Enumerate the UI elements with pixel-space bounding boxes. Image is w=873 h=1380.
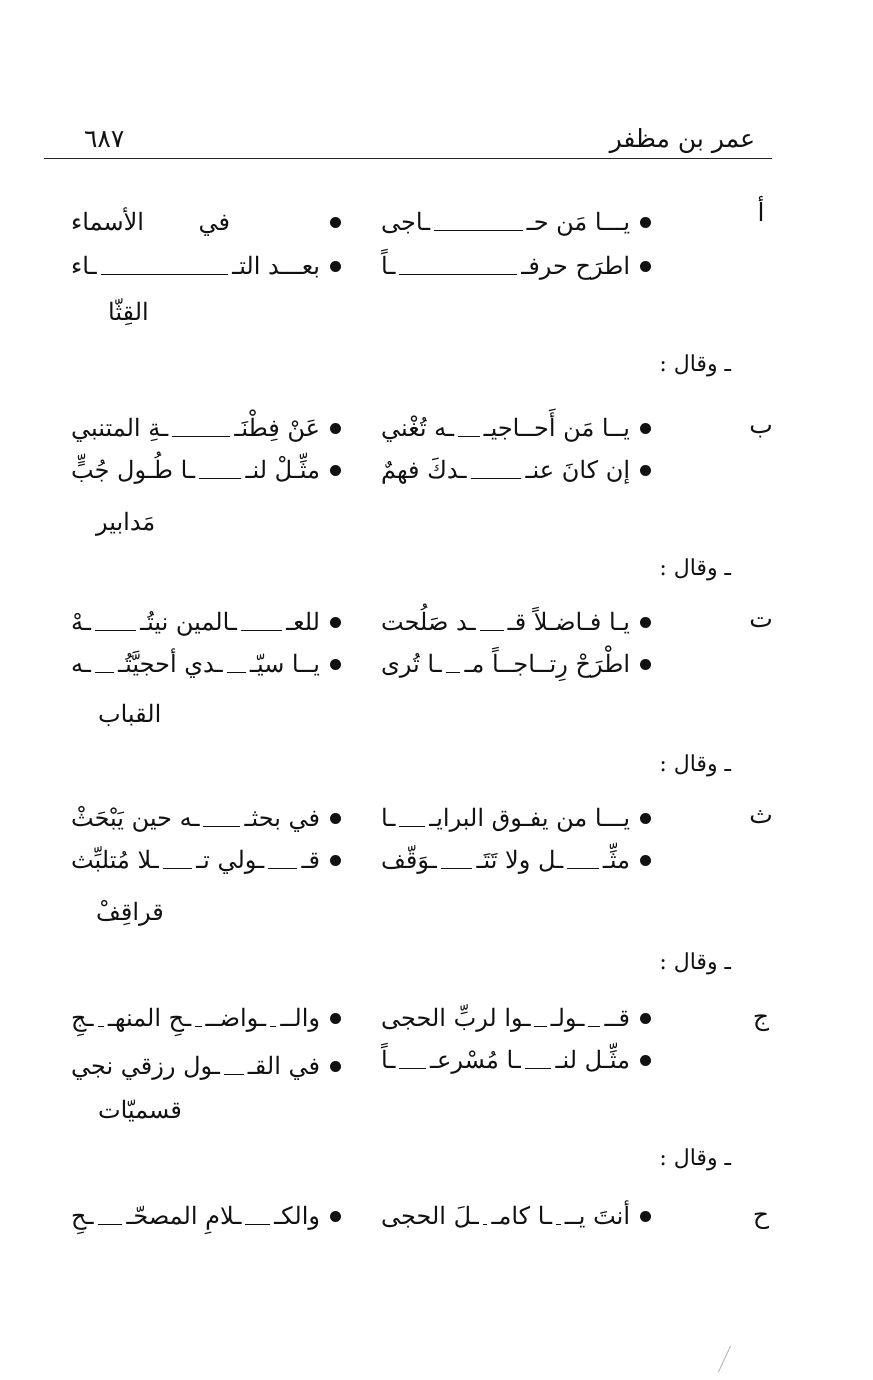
kashida-stretch: [441, 868, 473, 869]
kashida-stretch: [101, 274, 229, 275]
verse-segment: ـهْ: [71, 608, 91, 636]
bullet-icon: [330, 855, 341, 866]
verse-segment: ـولـ: [550, 1004, 585, 1032]
verse-line: [71, 408, 341, 448]
kashida-stretch: [95, 630, 136, 631]
kashida-stretch: [483, 1224, 488, 1225]
verse-line: [71, 450, 341, 490]
kashida-stretch: [270, 1026, 276, 1027]
verse-line: [381, 1040, 651, 1080]
said-heading: ـ وقال :: [659, 556, 731, 581]
bullet-icon: [330, 1061, 341, 1072]
verse-segment: ـه حين يَبْحَثْ: [71, 804, 200, 832]
kashida-stretch: [227, 672, 246, 673]
running-header-author: عمر بن مظفر: [609, 124, 755, 153]
bullet-icon: [330, 217, 341, 228]
section-letter: ب: [749, 410, 773, 439]
verse-segment: ـه تُغْني: [381, 414, 455, 442]
verse-segment: ـدكَ فهمٌ: [381, 456, 467, 484]
kashida-stretch: [556, 1224, 561, 1225]
kashida-stretch: [224, 1074, 244, 1075]
bullet-icon: [640, 813, 651, 824]
bullet-icon: [330, 465, 341, 476]
kashida-stretch: [458, 436, 480, 437]
verse-segment: ـه: [70, 650, 91, 678]
answer-word: القِثّا: [108, 298, 149, 326]
verse-segment: عَنْ فِطْنَـ: [234, 414, 320, 442]
verse-segment: ـول رزقي نجي: [71, 1052, 220, 1080]
verse-segment: أنتَ يــ: [564, 1202, 630, 1230]
kashida-stretch: [268, 868, 297, 869]
kashida-stretch: [98, 1224, 123, 1225]
verse-segment: للعـ: [286, 608, 320, 636]
kashida-stretch: [399, 274, 517, 275]
verse-line: [71, 644, 341, 684]
verse-segment: ـةِ المتنبي: [71, 414, 169, 442]
verse-line: [71, 1196, 341, 1236]
header-divider: [44, 158, 772, 159]
verse-segment: ـد صَلُحت: [381, 608, 476, 636]
kashida-stretch: [434, 230, 522, 231]
bullet-icon: [330, 659, 341, 670]
verse-segment: ـوَقّف: [381, 846, 437, 874]
verse-line: [381, 798, 651, 838]
verse-segment: ـا تُرى: [381, 650, 442, 678]
bullet-icon: [640, 261, 651, 272]
verse-segment: والــ: [280, 1004, 320, 1032]
verse-segment: ـا: [381, 804, 396, 832]
verse-line: [71, 998, 341, 1038]
verse-segment: ـجِ: [71, 1004, 94, 1032]
verse-line: [381, 602, 651, 642]
verse-segment: يــا سيّـ: [249, 650, 320, 678]
bullet-icon: [640, 1013, 651, 1024]
answer-word: القباب: [98, 700, 162, 728]
page-number: ٦٨٧: [84, 124, 125, 153]
verse-line: [381, 840, 651, 880]
verse-segment: ـلا مُتلبِّث: [70, 846, 159, 874]
verse-line: [71, 202, 341, 242]
verse-segment: ـل ولا تَتَـ: [476, 846, 564, 874]
verse-segment: مثِّـلْ لنـ: [245, 456, 320, 484]
kashida-stretch: [399, 826, 425, 827]
verse-segment: في: [198, 208, 230, 236]
said-heading: ـ وقال :: [659, 950, 731, 975]
bullet-icon: [330, 813, 341, 824]
kashida-stretch: [163, 868, 192, 869]
kashida-stretch: [525, 1068, 552, 1069]
section-letter: ح: [752, 1200, 770, 1229]
verse-segment: الأسماء: [71, 208, 144, 236]
said-heading: ـ وقال :: [659, 1146, 731, 1171]
verse-line: [381, 1196, 651, 1236]
verse-line: [71, 602, 341, 642]
kashida-stretch: [203, 826, 240, 827]
bullet-icon: [640, 1055, 651, 1066]
verse-segment: والكـ: [274, 1202, 320, 1230]
bullet-icon: [640, 423, 651, 434]
verse-segment: ـلَ الحجى: [381, 1202, 479, 1230]
verse-segment: يـا فـاضـلاً قـ: [507, 608, 630, 636]
verse-segment: يـــا مَن حـ: [526, 208, 630, 236]
verse-line: [71, 1046, 341, 1086]
kashida-stretch: [567, 868, 599, 869]
verse-segment: ـا كامـ: [491, 1202, 553, 1230]
verse-segment: ـاً: [381, 1046, 396, 1074]
kashida-stretch: [195, 1026, 201, 1027]
verse-segment: يـــا من يفـوق البرايـ: [429, 804, 630, 832]
kashida-stretch: [399, 1068, 426, 1069]
verse-segment: اطْرَحْ رِتــاجــاً مـ: [464, 650, 630, 678]
verse-segment: ـحِ: [70, 1202, 94, 1230]
answer-word: قسميّات: [98, 1096, 182, 1124]
verse-segment: ـحِ المنهـ: [107, 1004, 192, 1032]
bullet-icon: [640, 465, 651, 476]
verse-segment: ـواضــ: [205, 1004, 267, 1032]
verse-segment: إن كانَ عنـ: [525, 456, 630, 484]
bullet-icon: [330, 261, 341, 272]
said-heading: ـ وقال :: [659, 752, 731, 777]
verse-segment: مثِّـل لنـ: [555, 1046, 630, 1074]
verse-segment: قــ: [604, 1004, 630, 1032]
section-letter: ت: [749, 604, 773, 633]
kashida-stretch: [480, 630, 504, 631]
verse-line: [381, 450, 651, 490]
verse-segment: يــا مَن أَحــاجيـ: [483, 414, 630, 442]
answer-word: قراقِفْ: [96, 898, 164, 926]
kashida-stretch: [471, 478, 522, 479]
verse-segment: قـ: [301, 846, 320, 874]
bullet-icon: [330, 1211, 341, 1222]
verse-segment: في القـ: [247, 1052, 320, 1080]
verse-line: [71, 840, 341, 880]
verse-segment: ـوا لربِّ الحجى: [381, 1004, 531, 1032]
bullet-icon: [640, 1211, 651, 1222]
said-heading: ـ وقال :: [659, 352, 731, 377]
verse-segment: بعـــد التـ: [232, 252, 320, 280]
verse-segment: ـا طُـول جُبٍّ: [71, 456, 195, 484]
verse-segment: ـا مُسْرعـ: [429, 1046, 521, 1074]
verse-line: [71, 246, 341, 286]
bullet-icon: [640, 617, 651, 628]
verse-segment: ـلامِ المصحّـ: [126, 1202, 242, 1230]
kashida-stretch: [172, 436, 230, 437]
section-letter: ث: [749, 800, 773, 829]
kashida-stretch: [199, 478, 241, 479]
bullet-icon: [640, 217, 651, 228]
verse-line: [381, 998, 651, 1038]
kashida-stretch: [241, 630, 282, 631]
answer-word: مَدابير: [96, 508, 156, 536]
section-letter: ج: [752, 1002, 770, 1031]
verse-segment: ـاجى: [381, 208, 431, 236]
bullet-icon: [640, 855, 651, 866]
bullet-icon: [640, 659, 651, 670]
kashida-stretch: [245, 1224, 270, 1225]
kashida-stretch: [534, 1026, 546, 1027]
verse-segment: اطرَح حرفـ: [521, 252, 630, 280]
verse-line: [381, 644, 651, 684]
kashida-stretch: [446, 672, 461, 673]
verse-line: [71, 798, 341, 838]
verse-segment: في بحثـ: [244, 804, 320, 832]
section-letter: أ: [757, 198, 765, 227]
pen-mark: [718, 1346, 745, 1372]
kashida-stretch: [588, 1026, 600, 1027]
verse-segment: ـاً: [381, 252, 396, 280]
verse-line: [381, 202, 651, 242]
verse-segment: ـالمين نيتُـ: [140, 608, 237, 636]
verse-line: [381, 408, 651, 448]
verse-segment: ـولي تـ: [196, 846, 265, 874]
kashida-stretch: [98, 1026, 104, 1027]
bullet-icon: [330, 617, 341, 628]
verse-line: [381, 246, 651, 286]
bullet-icon: [330, 423, 341, 434]
verse-segment: مثِّـ: [602, 846, 630, 874]
kashida-stretch: [95, 672, 114, 673]
bullet-icon: [330, 1013, 341, 1024]
verse-segment: ـاء: [71, 252, 97, 280]
verse-segment: ـدي أحجيَّتُـ: [118, 650, 223, 678]
